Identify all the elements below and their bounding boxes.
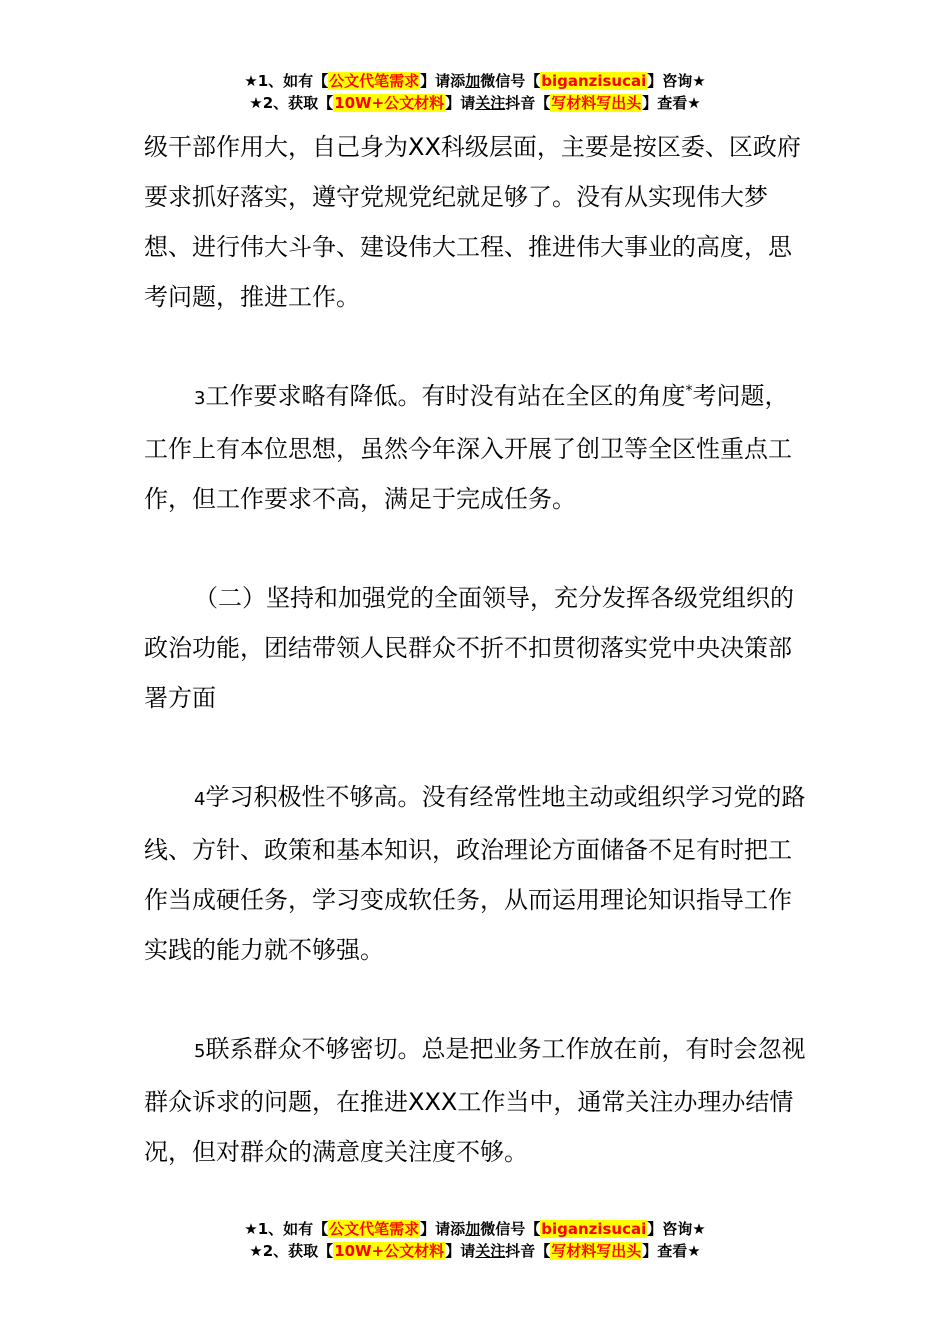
paragraph-gap	[144, 723, 809, 772]
banner-text: 】请添	[420, 72, 466, 90]
paragraph-text: 考问题，工作上有本位思想，虽然今年深入开展了创卫等全区性重点工作，但工作要求不高，满足于完成任务。	[144, 382, 792, 513]
banner-underlined-text: 关注	[475, 94, 506, 112]
paragraph-4	[144, 772, 809, 975]
banner-text: 抖音【	[505, 1242, 551, 1260]
highlight-materials: 10W+公文材料	[334, 1242, 445, 1260]
paragraph-text: 学习积极性不够高。没有经常性地主动或组织学习党的路线、方针、政策和基本知识，政治理论方面储备不足有时把工作当成硬任务，学习变成软任务，从而运用理论知识指导工作实践的能力就不够强。	[144, 783, 806, 964]
banner-text: 】请	[445, 94, 476, 112]
banner-text: 】请	[445, 1242, 476, 1260]
banner-line-1	[0, 1218, 950, 1240]
banner-text: ★1、如有【	[244, 1220, 329, 1238]
banner-text: ★2、获取【	[249, 94, 334, 112]
paragraph-gap	[144, 524, 809, 573]
asterisk-mark: *	[685, 383, 693, 399]
highlight-service: 公文代笔需求	[329, 72, 420, 90]
item-number: 5	[194, 1041, 206, 1062]
section-heading: （二）坚持和加强党的全面领导，充分发挥各级党组织的政治功能，团结带领人民群众不折不扣贯彻落实党中央决策部署方面	[144, 584, 794, 712]
highlight-wechat-id: biganzisucai	[541, 1220, 647, 1238]
highlight-materials: 10W+公文材料	[334, 94, 445, 112]
highlight-service: 公文代笔需求	[329, 1220, 420, 1238]
banner-text: 】请添	[420, 1220, 466, 1238]
banner-underlined-text: 关注	[475, 1242, 506, 1260]
banner-text: 】咨询★	[647, 1220, 706, 1238]
header-banner	[0, 70, 950, 114]
banner-text: ★2、获取【	[249, 1242, 334, 1260]
banner-text: 】查看★	[642, 1242, 701, 1260]
banner-text: 微信号【	[480, 1220, 541, 1238]
banner-line-2	[0, 1240, 950, 1262]
highlight-douyin: 写材料写出头	[551, 94, 642, 112]
banner-underlined-text: 加	[465, 72, 481, 90]
banner-line-1	[0, 70, 950, 92]
paragraph-5	[144, 1024, 809, 1177]
banner-line-2	[0, 92, 950, 114]
highlight-douyin: 写材料写出头	[551, 1242, 642, 1260]
banner-text: 】查看★	[642, 94, 701, 112]
paragraph-1: 级干部作用大，自己身为XX科级层面，主要是按区委、区政府要求抓好落实，遵守党规党纪就足够了。没有从实现伟大梦想、进行伟大斗争、建设伟大工程、推进伟大事业的高度，思考问题，推进工作。	[144, 133, 801, 311]
highlight-wechat-id: biganzisucai	[541, 72, 647, 90]
banner-text: 】咨询★	[647, 72, 706, 90]
paragraph-gap	[144, 322, 809, 371]
paragraph-gap	[144, 975, 809, 1024]
banner-underlined-text: 加	[465, 1220, 481, 1238]
document-body	[144, 122, 809, 1177]
paragraph-text: 工作要求略有降低。有时没有站在全区的角度	[205, 382, 686, 410]
banner-text: ★1、如有【	[244, 72, 329, 90]
item-number: 4	[194, 789, 206, 810]
paragraph-3	[144, 371, 809, 524]
banner-text: 抖音【	[505, 94, 551, 112]
item-number: 3	[194, 388, 206, 409]
banner-text: 微信号【	[480, 72, 541, 90]
paragraph-text: 联系群众不够密切。总是把业务工作放在前，有时会忽视群众诉求的问题，在推进XXX工作当中，通常关注办理办结情况，但对群众的满意度关注度不够。	[144, 1035, 806, 1166]
footer-banner	[0, 1218, 950, 1262]
